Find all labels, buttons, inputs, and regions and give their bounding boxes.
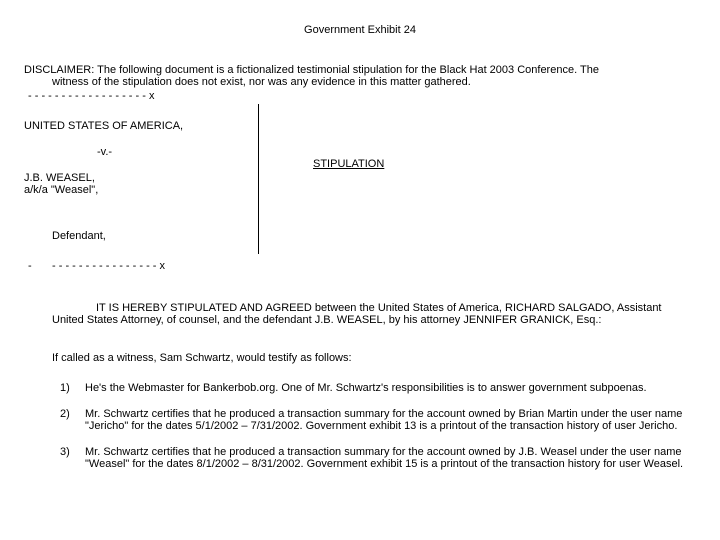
stipulation-heading: STIPULATION — [313, 158, 385, 170]
item-number: 2) — [60, 408, 70, 420]
exhibit-title: Government Exhibit 24 — [304, 24, 416, 36]
caption-divider — [258, 104, 259, 254]
plaintiff-name: UNITED STATES OF AMERICA, — [24, 120, 184, 132]
versus-label: -v.- — [97, 146, 113, 158]
disclaimer-line-1: DISCLAIMER: The following document is a fictionalized testimonial stipulation for the Black Hat 2003 Conference. The — [24, 64, 599, 76]
item-text: Mr. Schwartz certifies that he produced a transaction summary for the account owned by Brian Martin under the user name "Jericho" for the dates 5/1/2002 – 7/31/2002. Government exhibit 13 is a printout of the transaction history of user Jericho. — [85, 408, 683, 432]
defendant-name: J.B. WEASEL, — [24, 172, 95, 184]
disclaimer-line-2: witness of the stipulation does not exist, nor was any evidence in this matter gathered. — [52, 76, 471, 88]
defendant-alias: a/k/a "Weasel", — [24, 184, 99, 196]
caption-bottom-rule: - - - - - - - - - - - - - - - - x — [52, 260, 166, 272]
witness-intro: If called as a witness, Sam Schwartz, would testify as follows: — [52, 352, 352, 364]
item-number: 3) — [60, 446, 70, 458]
agreement-paragraph: IT IS HEREBY STIPULATED AND AGREED between the United States of America, RICHARD SALGADO, Assistant United States Attorney, of counsel, and the defendant J.B. WEASEL, by his attorney JENNIFER GRANICK, Esq.: — [52, 302, 662, 326]
caption-top-rule: - - - - - - - - - - - - - - - - - - x — [28, 90, 155, 102]
item-number: 1) — [60, 382, 70, 394]
item-text: He's the Webmaster for Bankerbob.org. One of Mr. Schwartz's responsibilities is to answer government subpoenas. — [85, 382, 647, 394]
defendant-label: Defendant, — [52, 230, 106, 242]
caption-bottom-rule-start: - — [28, 260, 32, 272]
item-text: Mr. Schwartz certifies that he produced a transaction summary for the account owned by J.B. Weasel under the user name "Weasel" for the dates 8/1/2002 – 8/31/2002. Government exhibit 15 is a printout of the transaction history for user Weasel. — [85, 446, 684, 470]
